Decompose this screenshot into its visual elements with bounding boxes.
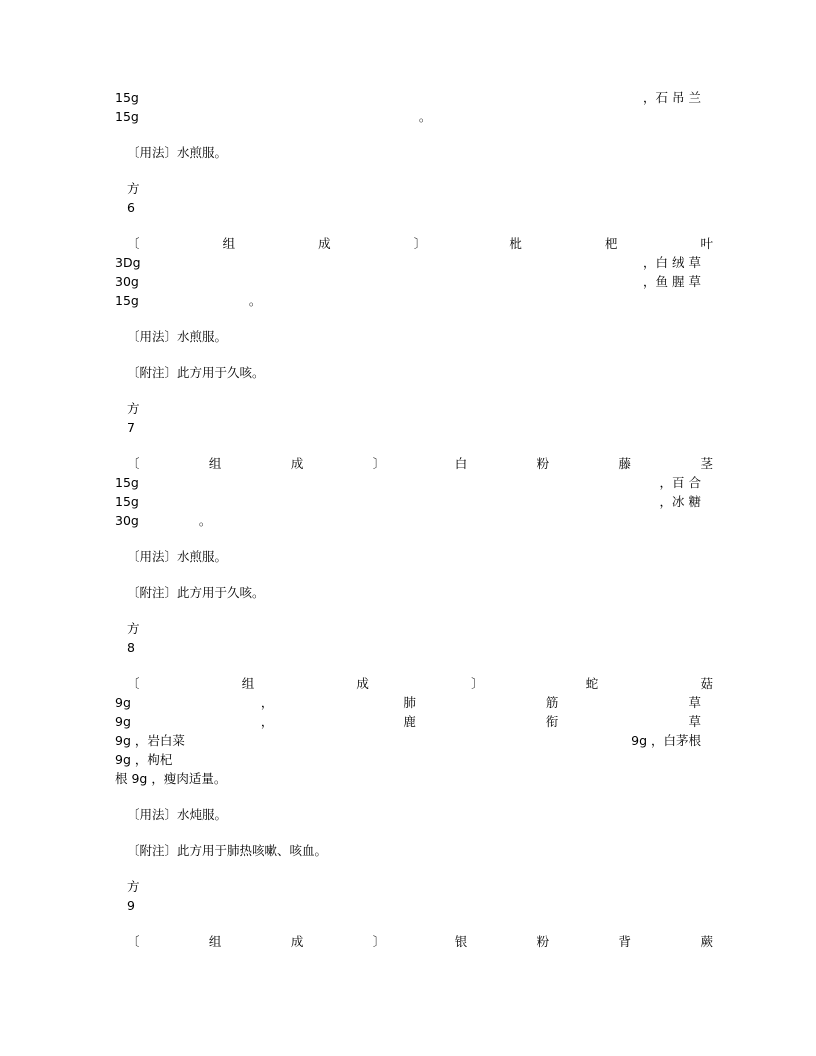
label-char-zu: 组 bbox=[241, 676, 255, 691]
ingredient-name: ，鱼 腥 草 bbox=[643, 274, 701, 289]
bracket-close: 〕 bbox=[372, 456, 386, 471]
document-body bbox=[115, 88, 713, 951]
usage-text: 〔用法〕水煎服。 bbox=[127, 329, 228, 344]
text-line: 9g ，枸杞 bbox=[115, 752, 173, 767]
dose-value: 30g bbox=[115, 513, 139, 528]
spacer bbox=[139, 107, 419, 126]
ingredient-char-2: 筋 bbox=[545, 695, 559, 710]
ingredient-name: ，白 绒 草 bbox=[643, 255, 701, 270]
comma-mark: ， bbox=[260, 714, 274, 729]
text-line bbox=[115, 492, 701, 511]
ingredient-char-1: 银 bbox=[454, 934, 468, 949]
label-char-zu: 组 bbox=[222, 236, 236, 251]
formula-7-heading bbox=[115, 399, 701, 437]
bracket-open: 〔 bbox=[127, 456, 140, 471]
composition-header-line bbox=[115, 932, 713, 951]
bracket-open: 〔 bbox=[127, 934, 140, 949]
ingredient-char-1: 肺 bbox=[403, 695, 416, 710]
bracket-close: 〕 bbox=[471, 676, 484, 691]
text-line bbox=[115, 291, 701, 310]
ingredient-char-2: 粉 bbox=[536, 456, 550, 471]
formula-5-composition-tail bbox=[115, 88, 701, 126]
ingredient-char-3: 草 bbox=[688, 714, 701, 729]
ingredient-char-3: 草 bbox=[688, 695, 701, 710]
formula-8-note bbox=[115, 841, 701, 860]
text-line bbox=[115, 473, 701, 492]
text-line: 根 9g ，瘦肉适量。 bbox=[115, 771, 227, 786]
text-line bbox=[115, 712, 701, 731]
label-char-cheng: 成 bbox=[290, 934, 304, 949]
ingredient-char-3: 藤 bbox=[618, 456, 632, 471]
dose-value: 9g bbox=[115, 714, 131, 729]
ingredient-char-3: 叶 bbox=[700, 236, 713, 251]
note-text: 〔附注〕此方用于久咳。 bbox=[127, 585, 265, 600]
formula-8-usage bbox=[115, 805, 701, 824]
dose-value: 15g bbox=[115, 293, 139, 308]
formula-7-composition bbox=[115, 454, 713, 530]
usage-text: 〔用法〕水煎服。 bbox=[127, 549, 228, 564]
formula-number: 9 bbox=[127, 898, 135, 913]
label-char-cheng: 成 bbox=[318, 236, 331, 251]
sentence-end-mark: 。 bbox=[198, 513, 212, 528]
ingredient-char-2: 衔 bbox=[545, 714, 559, 729]
formula-9-heading bbox=[115, 877, 701, 915]
ingredient-name: ，石 吊 兰 bbox=[643, 90, 701, 105]
bracket-open: 〔 bbox=[127, 676, 140, 691]
sentence-end-mark: 。 bbox=[418, 109, 432, 124]
dose-and-ingredient: 9g ，岩白菜 bbox=[115, 733, 185, 748]
ingredient-char-2: 菇 bbox=[700, 676, 713, 691]
composition-header-line bbox=[115, 234, 713, 253]
ingredient-name: ，百 合 bbox=[659, 475, 701, 490]
ingredient-char-1: 蛇 bbox=[585, 676, 599, 691]
bracket-close: 〕 bbox=[372, 934, 386, 949]
formula-9-composition bbox=[115, 932, 713, 951]
dose-value: 15g bbox=[115, 109, 139, 124]
text-line bbox=[115, 731, 701, 750]
formula-5-usage bbox=[115, 143, 701, 162]
ingredient-char-1: 鹿 bbox=[403, 714, 416, 729]
note-text: 〔附注〕此方用于肺热咳嗽、咳血。 bbox=[127, 843, 328, 858]
ingredient-name: ，冰 糖 bbox=[659, 494, 701, 509]
label-char-zu: 组 bbox=[208, 456, 222, 471]
formula-8-heading bbox=[115, 619, 701, 657]
note-text: 〔附注〕此方用于久咳。 bbox=[127, 365, 265, 380]
formula-8-composition bbox=[115, 674, 713, 788]
composition-header-line bbox=[115, 454, 713, 473]
text-line bbox=[115, 272, 701, 291]
formula-6-usage bbox=[115, 327, 701, 346]
text-line bbox=[115, 107, 701, 126]
bracket-close: 〕 bbox=[413, 236, 427, 251]
dose-value: 15g bbox=[115, 90, 139, 105]
formula-word: 方 bbox=[127, 181, 140, 196]
composition-header-line bbox=[115, 674, 713, 693]
formula-6-composition bbox=[115, 234, 713, 310]
formula-word: 方 bbox=[127, 621, 140, 636]
ingredient-char-3: 背 bbox=[618, 934, 632, 949]
formula-word: 方 bbox=[127, 401, 140, 416]
formula-word: 方 bbox=[127, 879, 140, 894]
label-char-zu: 组 bbox=[208, 934, 222, 949]
ingredient-char-1: 枇 bbox=[509, 236, 522, 251]
formula-6-note bbox=[115, 363, 701, 382]
formula-number: 8 bbox=[127, 640, 135, 655]
dose-value: 3Dg bbox=[115, 255, 141, 270]
usage-text: 〔用法〕水炖服。 bbox=[127, 807, 228, 822]
spacer bbox=[139, 511, 199, 530]
label-char-cheng: 成 bbox=[356, 676, 369, 691]
bracket-open: 〔 bbox=[127, 236, 140, 251]
formula-6-heading bbox=[115, 179, 701, 217]
ingredient-char-2: 杷 bbox=[604, 236, 618, 251]
text-line bbox=[115, 693, 701, 712]
ingredient-char-2: 粉 bbox=[536, 934, 550, 949]
formula-7-usage bbox=[115, 547, 701, 566]
text-line bbox=[115, 88, 701, 107]
comma-mark: ， bbox=[260, 695, 274, 710]
formula-number: 7 bbox=[127, 420, 135, 435]
label-char-cheng: 成 bbox=[290, 456, 304, 471]
usage-text: 〔用法〕水煎服。 bbox=[127, 145, 228, 160]
ingredient-char-1: 白 bbox=[454, 456, 468, 471]
ingredient-char-4: 茎 bbox=[700, 456, 713, 471]
text-line bbox=[115, 511, 701, 530]
dose-value: 15g bbox=[115, 494, 139, 509]
dose-and-ingredient: 9g ，白茅根 bbox=[631, 733, 701, 748]
spacer bbox=[139, 291, 249, 310]
formula-7-note bbox=[115, 583, 701, 602]
ingredient-char-4: 蕨 bbox=[700, 934, 713, 949]
dose-value: 9g bbox=[115, 695, 131, 710]
dose-value: 30g bbox=[115, 274, 139, 289]
text-line bbox=[115, 253, 701, 272]
sentence-end-mark: 。 bbox=[248, 293, 262, 308]
formula-number: 6 bbox=[127, 200, 135, 215]
dose-value: 15g bbox=[115, 475, 139, 490]
